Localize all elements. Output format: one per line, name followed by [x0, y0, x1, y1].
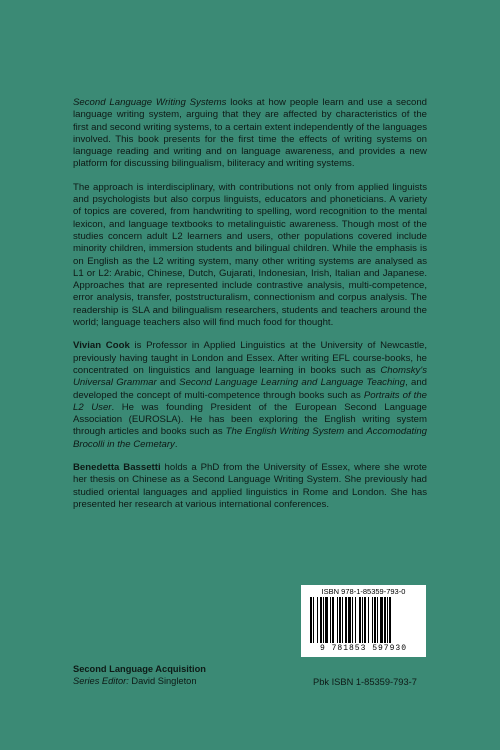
barcode-icon [310, 597, 417, 643]
bio-text: and [344, 426, 367, 438]
book-ref: Portraits of the L2 User [73, 389, 427, 413]
author-name-bassetti: Benedetta Bassetti [73, 462, 161, 474]
blurb-paragraph-intro [73, 97, 427, 171]
author-name-cook: Vivian Cook [73, 340, 130, 352]
intro-text: looks at how people learn and use a second language writing system, arguing that they are affected by characteristics of the first and second writing systems, to a certain extent independently of the languages involved. This book presents for the first time the effects of writing systems on language reading and writing and on language awareness, and provides a new platform for discussing bilingualism, biliteracy and writing systems. [73, 97, 427, 170]
isbn-label: ISBN 978-1-85359-793-0 [321, 587, 406, 596]
author-bio-cook [73, 340, 427, 451]
bio-text: . He was founding President of the European Second Language Association (EUROSLA). He has been exploring the English writing system through articles and books such as [73, 401, 427, 438]
series-editor-label: Series Editor: [73, 676, 129, 686]
book-ref: Chomsky's Universal Grammar [73, 364, 427, 389]
bio-text: , and developed the concept of multi-competence through books such as [73, 377, 427, 401]
barcode-digits: 9 781853 597930 [319, 644, 407, 653]
book-ref: The English Writing System [225, 426, 345, 438]
back-cover-blurb [73, 97, 427, 522]
series-name: Second Language Acquisition [73, 664, 206, 674]
series-editor [73, 675, 206, 687]
bio-text: is Professor in Applied Linguistics at the University of Newcastle, previously having taught in London and Essex. After writing EFL course-books, he concentrated on linguistics and language learning in books such as [73, 340, 427, 376]
bio-text: . [174, 438, 178, 450]
bio-text: and [156, 377, 180, 389]
book-ref: Second Language Learning and Language Teaching [179, 377, 406, 389]
blurb-paragraph-approach: The approach is interdisciplinary, with contributions not only from applied linguists and psychologists but also corpus linguists, educators and phoneticians. A variety of topics are covered, from handwriting to spelling, word recognition to the mental lexicon, and language textbooks to metalinguistic awareness. Though most of the studies concern adult L2 learners and users, other populations covered include minority children, immersion students and bilingual children. While the emphasis is on English as the L2 writing system, many other writing systems are analysed as L1 or L2: Arabic, Chinese, Dutch, Gujarati, Indonesian, Irish, Italian and Japanese. Approaches that are represented include contrastive analysis, multi-competence, error analysis, transfer, poststructuralism, connectionism and corpus analysis. The readership is SLA and bilingualism researchers, students and teachers around the world; language teachers also will find much food for thought. [73, 181, 427, 329]
barcode-panel [301, 585, 426, 657]
book-title: Second Language Writing Systems [73, 97, 227, 108]
book-ref: Accomodating Brocolli in the Cemetary [73, 426, 427, 450]
series-info [73, 663, 206, 687]
author-bio-bassetti [73, 462, 427, 511]
bio-text: holds a PhD from the University of Essex, where she wrote her thesis on Chinese as a Second Language Writing System. She previously had studied oriental languages and applied linguistics in Rome and London. She has presented her research at various international conferences. [73, 462, 428, 510]
series-editor-name: David Singleton [128, 676, 197, 686]
pbk-isbn: Pbk ISBN 1-85359-793-7 [313, 677, 417, 687]
